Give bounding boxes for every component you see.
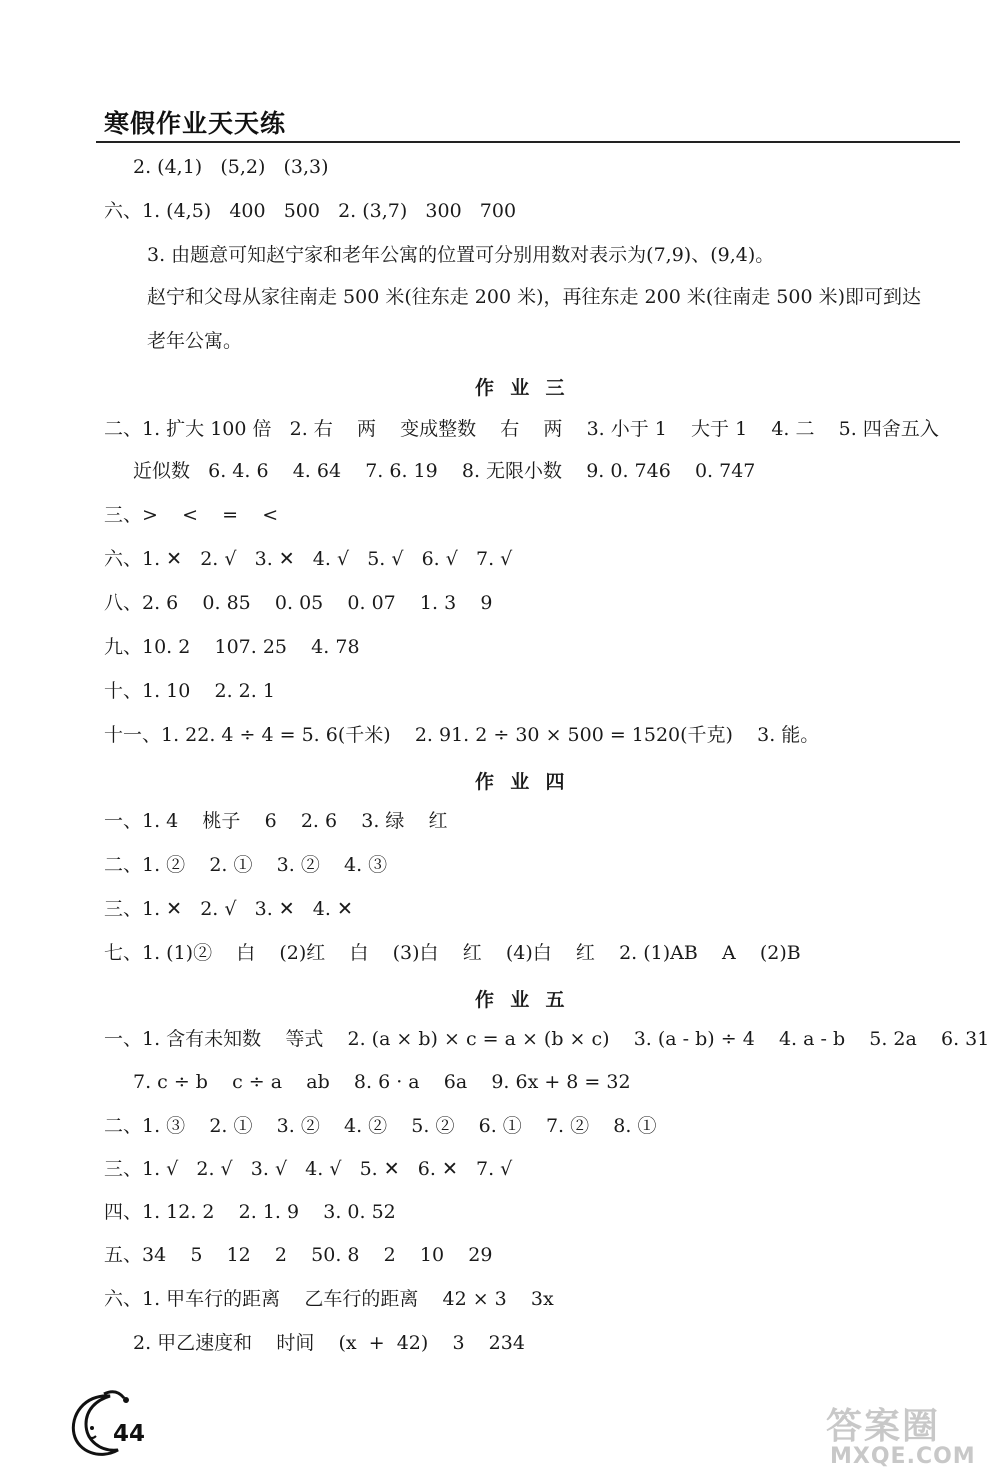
answer-line: 2. (4,1) (5,2) (3,3) (133, 156, 329, 178)
answer-line: 2. 甲乙速度和 时间 (x + 42) 3 234 (133, 1332, 525, 1354)
section-title-homework-3: 作 业 三 (475, 377, 566, 399)
answer-line: 六、1. 甲车行的距离 乙车行的距离 42 × 3 3x (104, 1288, 554, 1310)
answer-line: 三、1. ✕ 2. √ 3. ✕ 4. ✕ (104, 898, 353, 920)
page-header-title: 寒假作业天天练 (104, 109, 287, 138)
answer-line: 十一、1. 22. 4 ÷ 4 = 5. 6(千米) 2. 91. 2 ÷ 30 × 500 = 1520(千克) 3. 能。 (104, 724, 820, 746)
answer-line: 三、> < = < (104, 504, 279, 526)
answer-line: 五、34 5 12 2 50. 8 2 10 29 (104, 1244, 493, 1266)
watermark-logo: 答案圈 (826, 1406, 941, 1447)
answer-line: 一、1. 含有未知数 等式 2. (a × b) × c = a × (b × c) 3. (a - b) ÷ 4 4. a - b 5. 2a 6. 31 (104, 1028, 990, 1050)
answer-line: 六、1. (4,5) 400 500 2. (3,7) 300 700 (104, 200, 517, 222)
answer-line: 二、1. ③ 2. ① 3. ② 4. ② 5. ② 6. ① 7. ② 8. ① (104, 1115, 657, 1137)
answer-line: 3. 由题意可知赵宁家和老年公寓的位置可分别用数对表示为(7,9)、(9,4)。 (147, 244, 775, 266)
header-divider (96, 141, 960, 143)
answer-line: 四、1. 12. 2 2. 1. 9 3. 0. 52 (104, 1201, 396, 1223)
answer-line: 老年公寓。 (147, 330, 243, 352)
page-number: 44 (113, 1421, 146, 1447)
answer-line: 二、1. ② 2. ① 3. ② 4. ③ (104, 854, 388, 876)
watermark (826, 1398, 994, 1476)
answer-line: 九、10. 2 107. 25 4. 78 (104, 636, 360, 658)
section-title-homework-4: 作 业 四 (475, 771, 566, 793)
answer-line: 赵宁和父母从家往南走 500 米(往东走 200 米)，再往东走 200 米(往南走 500 米)即可到达 (147, 286, 922, 308)
answer-line: 八、2. 6 0. 85 0. 05 0. 07 1. 3 9 (104, 592, 493, 614)
answer-line: 六、1. ✕ 2. √ 3. ✕ 4. √ 5. √ 6. √ 7. √ (104, 548, 513, 570)
section-title-homework-5: 作 业 五 (475, 989, 566, 1011)
answer-line: 二、1. 扩大 100 倍 2. 右 两 变成整数 右 两 3. 小于 1 大于 1 4. 二 5. 四舍五入 (104, 418, 939, 440)
answer-line: 一、1. 4 桃子 6 2. 6 3. 绿 红 (104, 810, 448, 832)
answer-line: 十、1. 10 2. 2. 1 (104, 680, 275, 702)
answer-line: 七、1. (1)② 白 (2)红 白 (3)白 红 (4)白 红 2. (1)AB A (2)B (104, 942, 801, 964)
answer-line: 近似数 6. 4. 6 4. 64 7. 6. 19 8. 无限小数 9. 0. 746 0. 747 (133, 460, 756, 482)
answer-line: 7. c ÷ b c ÷ a ab 8. 6 · a 6a 9. 6x + 8 = 32 (133, 1071, 631, 1093)
watermark-url: MXQE.COM (830, 1444, 976, 1469)
answer-line: 三、1. √ 2. √ 3. √ 4. √ 5. ✕ 6. ✕ 7. √ (104, 1158, 513, 1180)
